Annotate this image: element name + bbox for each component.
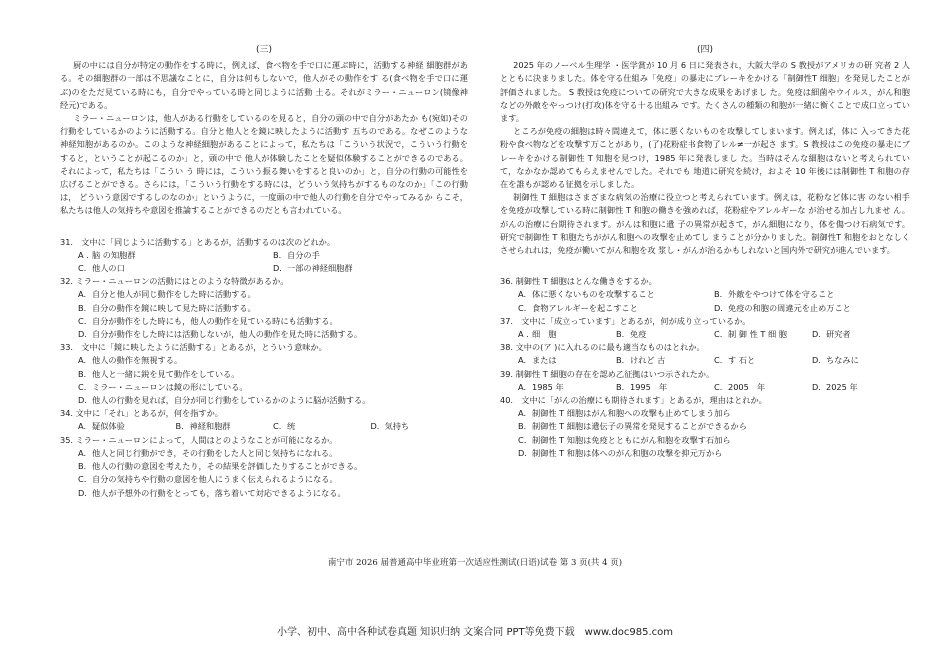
option-letter: B.	[616, 381, 625, 392]
option-letter: B.	[175, 421, 184, 432]
option-text: 2005 年	[728, 381, 766, 392]
option-text: 気持ち	[384, 421, 410, 432]
answer-option	[518, 381, 616, 394]
option-letter: A.	[518, 408, 527, 419]
option-letter: A.	[78, 355, 87, 366]
option-letter: C.	[714, 329, 723, 340]
answer-option	[78, 394, 468, 407]
option-text: 自分の動作を鏡に映して見た時に活動する。	[92, 302, 256, 313]
option-text: 食物アレルギーを起こすこと	[532, 302, 638, 313]
option-letter: A.	[518, 381, 527, 392]
answer-options-row	[518, 354, 910, 367]
option-letter: C.	[714, 355, 723, 366]
option-text: 疑似体验	[92, 421, 125, 432]
passage-paragraph: 2025 年のノーベル生理学 ・医学賞が 10 月 6 日に発表され，大阪大学の S 教授がアメリカの研 究者 2 人とともに決まりました。体を守る仕組み「免疫」の暴走にブレーキをかける「制御性T 细胞」を発見したことが評価されました。 S 教授は免疫についての研究で大きな成果をあげまし た。免疫は細菌やウイルス，がん和胞などの外敵をやっつけ(打攻)体を守る十る出組み です。たくさんの種類の和胞が一緒に衡くことで成口立っています。	[500, 60, 910, 124]
question-list	[500, 275, 910, 460]
option-letter: C.	[78, 263, 87, 274]
option-text: 他人の口	[92, 263, 125, 274]
option-text: 他人の動作を無視する。	[92, 355, 183, 366]
option-letter: A.	[518, 289, 527, 300]
answer-option	[78, 460, 468, 473]
answer-options-row	[518, 381, 910, 394]
answer-option	[78, 262, 273, 275]
answer-option	[518, 288, 714, 301]
option-letter: B.	[714, 289, 723, 300]
answer-option	[78, 302, 468, 315]
option-text: 自分の手	[287, 249, 320, 260]
passage-4	[500, 59, 910, 257]
question-block	[500, 341, 910, 367]
answer-option	[616, 328, 714, 341]
answer-option	[518, 407, 910, 420]
option-letter: B.	[273, 249, 282, 260]
site-watermark: 小学、初中、高中各种试卷真题 知识归纳 文案合同 PPT等免费下载 www.doc985.com	[276, 627, 674, 638]
question-block	[60, 407, 468, 433]
option-letter: D.	[78, 395, 87, 406]
option-text: 制御性 T 細胞は遺伝子の異常を発見することができるから	[532, 421, 747, 432]
answer-option	[78, 315, 468, 328]
question-block	[60, 434, 468, 500]
answer-option	[812, 354, 910, 367]
answer-option	[518, 302, 714, 315]
answer-option	[371, 420, 469, 433]
answer-option	[78, 249, 273, 262]
question-block	[500, 275, 910, 315]
answer-option	[518, 447, 910, 460]
option-text: 他人が予想外の行動をとっても，落ち着いて対応できるようになる。	[92, 487, 346, 498]
option-text: または	[532, 355, 557, 366]
option-letter: A.	[78, 421, 87, 432]
option-text: 体に悪くないものを攻撃すること	[532, 289, 655, 300]
answer-option	[273, 262, 468, 275]
option-letter: B.	[78, 368, 87, 379]
answer-option	[518, 420, 910, 433]
question-stem: 37. 文中に「成立っています」とあるが，何が成り立っているか。	[500, 315, 751, 326]
option-text: 制御性 T 知胞は免疫とともにがん和胞を攻撃す石加ら	[532, 434, 731, 445]
option-letter: C.	[78, 315, 87, 326]
option-letter: C.	[78, 381, 87, 392]
question-block	[60, 341, 468, 407]
left-column	[60, 44, 468, 500]
option-text: 一部の神経细胞群	[287, 263, 353, 274]
answer-option	[518, 434, 910, 447]
option-text: 免疫	[630, 329, 647, 340]
option-text: けれど 古	[630, 355, 666, 366]
option-text: 统	[287, 421, 296, 432]
option-letter: D.	[518, 447, 527, 458]
question-stem: 38. 文中の(ア )に入れるのに最も適当なものはとれか。	[500, 342, 705, 353]
option-letter: D.	[78, 329, 87, 340]
question-stem: 39. 制御性 T 細胞の存在を認め乙征拠はいつ示されたか。	[500, 368, 715, 379]
option-letter: B.	[518, 421, 527, 432]
option-text: 免疫の和胞の周違元を止め万こと	[728, 302, 851, 313]
option-text: 1985 年	[532, 381, 564, 392]
answer-options-row	[78, 249, 468, 275]
option-letter: D.	[812, 381, 821, 392]
answer-option	[78, 381, 468, 394]
option-text: 制御性 T 细胞はがん和胞への攻撃も止めてしまう加ら	[532, 408, 731, 419]
answer-option	[518, 354, 616, 367]
question-stem: 36. 制御性 T 細胞はとんな働きをするか。	[500, 276, 657, 287]
answer-option	[714, 328, 812, 341]
passage-paragraph: 制御性 T 細胞はさまざまな病気の治療に役立つと考えられています。例えは，花粉など体に害 のない相手を免疫が攻撃している時に制御性 T 和胞の働きを強めれば，花粉症やアレルギーな が治せる加占し九ませ ん。がんの治療に台期待されます。がんは和胞に遺 子の異常が起きて，がん細胞になり，体を傷つけ石病気です。研究で制御性 T 和胞たちががん和胞への攻撃を止めてし まうことが分かりました。制御性T 和胞をおとなしくさせられれは，免疫が働いてがん和胞を攻 浆し・がんが治るかもしれないと国内外で研究が進んでいます。	[500, 192, 910, 256]
answer-option	[78, 354, 468, 367]
answer-options-row	[78, 420, 468, 433]
option-letter: A .	[518, 329, 529, 340]
answer-option	[273, 420, 371, 433]
question-block	[60, 236, 468, 276]
page-footer: 南宁市 2026 届普通高中毕业班第一次适应性测试(日语)试卷 第 3 页(共 4 页)	[327, 558, 623, 568]
option-letter: C.	[273, 421, 282, 432]
question-stem: 34. 文中に「それ」とあるが，何を指すか。	[60, 408, 223, 419]
option-text: 1995 年	[630, 381, 668, 392]
option-letter: C.	[518, 302, 527, 313]
option-letter: D.	[812, 329, 821, 340]
option-letter: A.	[78, 447, 87, 458]
option-letter: C.	[714, 381, 723, 392]
option-text: 制 御 性 T 细 胞	[728, 329, 787, 340]
answer-option	[78, 368, 468, 381]
question-stem: 33. 文中に「鏡に映したように活動する」とあるが，とういう意味か。	[60, 342, 327, 353]
answer-option	[616, 354, 714, 367]
option-text: ちなみに	[826, 355, 859, 366]
option-text: ミラー・ニューロンは鏡の形にしている。	[92, 381, 248, 392]
answer-option	[78, 420, 176, 433]
answer-option	[714, 354, 812, 367]
option-text: 2025 年	[826, 381, 858, 392]
answer-option	[812, 381, 910, 394]
option-letter: B.	[78, 461, 87, 472]
option-text: 自分が動作をした時にも，他人の動作を見ている時にも活動する。	[92, 315, 338, 326]
option-letter: A .	[78, 249, 89, 260]
option-text: 脑 の知胞群	[92, 249, 136, 260]
question-block	[60, 275, 468, 341]
answer-option	[273, 249, 468, 262]
option-text: 他人と同じ行動ができ，その行動をした人と同じ気持ちになれる。	[92, 447, 338, 458]
answer-options-row	[518, 288, 910, 314]
answer-option	[78, 447, 468, 460]
answer-option	[714, 381, 812, 394]
question-block	[500, 315, 910, 341]
option-letter: D.	[370, 421, 380, 432]
option-text: 外敵をやつけて体を守ること	[728, 289, 835, 300]
question-block	[500, 368, 910, 394]
option-letter: D.	[714, 302, 723, 313]
answer-option	[176, 420, 274, 433]
option-letter: D.	[273, 263, 282, 274]
answer-option	[518, 328, 616, 341]
option-text: す 石と	[728, 355, 756, 366]
answer-option	[714, 302, 910, 315]
option-letter: D.	[78, 487, 87, 498]
answer-option	[78, 288, 468, 301]
option-letter: B.	[616, 355, 625, 366]
option-letter: B.	[616, 329, 625, 340]
option-letter: A.	[518, 355, 527, 366]
option-text: 他人と一緒に鋭を見て動作をしている。	[92, 368, 240, 379]
passage-paragraph: 厨の中には自分が特定の動作をする時に，例えば、食べ物を手で口に運ぶ時に，活動する神経 細胞群があ る。その細胞群の一部は不思議なことに，自分は何もしないで，他人がその動作をす る(食べ物を手で口に運ぶ)のをただ見ている時にも，自分でやっている時と同じように活動 土る。それがミラー・ニューロン(镜像神经元)である。	[60, 60, 468, 110]
passage-3	[60, 59, 468, 217]
option-text: 神経和胞群	[189, 421, 231, 432]
option-text: 他人の行動を見れば，自分が同じ行動をしているかのように脳が活動する。	[92, 395, 371, 406]
option-text: 自分が動作をした時には活動しないが，他人の動作を見た時に活動する。	[92, 329, 363, 340]
question-stem: 32. ミラー・ニューロンの活動にはとのような特徴があるか。	[60, 276, 289, 287]
answer-option	[78, 487, 468, 500]
passage-paragraph: ミラー・ニューロンは，他人がある行動をしているのを見ると，自分の頭の中で自分があたか も(宛如)その行動をしているかのように活動する。自分と他人とを鏡に映したように活動す 五ちのである。なぜこのような神経知胞があるのか。このような神経細胞があることによって，私たちは「こういう状況で，こういう行動をすると，ということが起こるのか」と，頭の中で 他人が体験したことを疑似体験することができるのである。それによって，私たちは「こうい う 時には，こういう振る舞いをすると良いのか」と，自分の行動の可能性を広げることができる。さらには，「こういう行動をする時には，どういう気持ちがするものなのか」「この行動は， どういう意図でするしのなのか」というように，一度頭の中で他人の行動を自分でやってみるか らこそ，私たちは他人の気持ちや意図を推論することができるのだとも言われている。	[60, 113, 468, 216]
question-list	[60, 236, 468, 500]
passage-paragraph: ところが免疫の細胞は時々間違えて，体に悪くないものを攻撃してしまいます。例えば，体に 入ってきた花粉や食べ物などを攻撃す万ことがあり，(了)花粉症书食物了レル≠一が起さ ます。S 教授はこの免疫の暴走にブレーキをかける制御性 T 知胞を見つけ，1985 年に発表しまし た。当時はそんな細胞はないと考えられていて，なかなか認めてもらえませんでした。それでも 地道に研究を続け，およそ 10 年後には制御性 T 和胞の存在を誰もが認める征拠を示しました。	[500, 126, 910, 190]
option-letter: B.	[78, 302, 87, 313]
option-text: 自分の気持ちや行動の意図を他人にうまく伝えられるようになる。	[92, 474, 338, 485]
question-stem: 35. ミラー・ニューロンによって，人間はとのようなことが可能になるか。	[60, 434, 338, 445]
option-text: 自分と他人が同じ動作をした時に活動する。	[92, 289, 256, 300]
answer-option	[78, 328, 468, 341]
option-text: 研究者	[826, 329, 851, 340]
answer-options-row	[518, 328, 910, 341]
question-stem: 40. 文中に「がんの治療にも期待されます」とあるが，理由はとれか。	[500, 395, 767, 406]
answer-option	[78, 473, 468, 486]
option-letter: A.	[78, 289, 87, 300]
option-letter: C.	[518, 434, 527, 445]
question-stem: 31. 文中に「同じように活動する」とあるが，活動するのは次のどれか。	[60, 236, 336, 247]
option-text: 细 胞	[532, 329, 557, 340]
section-title-4: (四)	[696, 45, 714, 55]
question-block	[500, 394, 910, 460]
answer-option	[616, 381, 714, 394]
section-title-3: (三)	[255, 45, 273, 55]
option-letter: D.	[812, 355, 821, 366]
option-text: 他人の行動の意図を考えたり，その結果を評価したりすることができる。	[92, 461, 363, 472]
answer-option	[714, 288, 910, 301]
option-text: 制御性 T 和胞は体へのがん和胞の攻撃を抑元万から	[532, 447, 723, 458]
option-letter: C.	[78, 474, 87, 485]
answer-option	[812, 328, 910, 341]
right-column	[500, 44, 910, 460]
